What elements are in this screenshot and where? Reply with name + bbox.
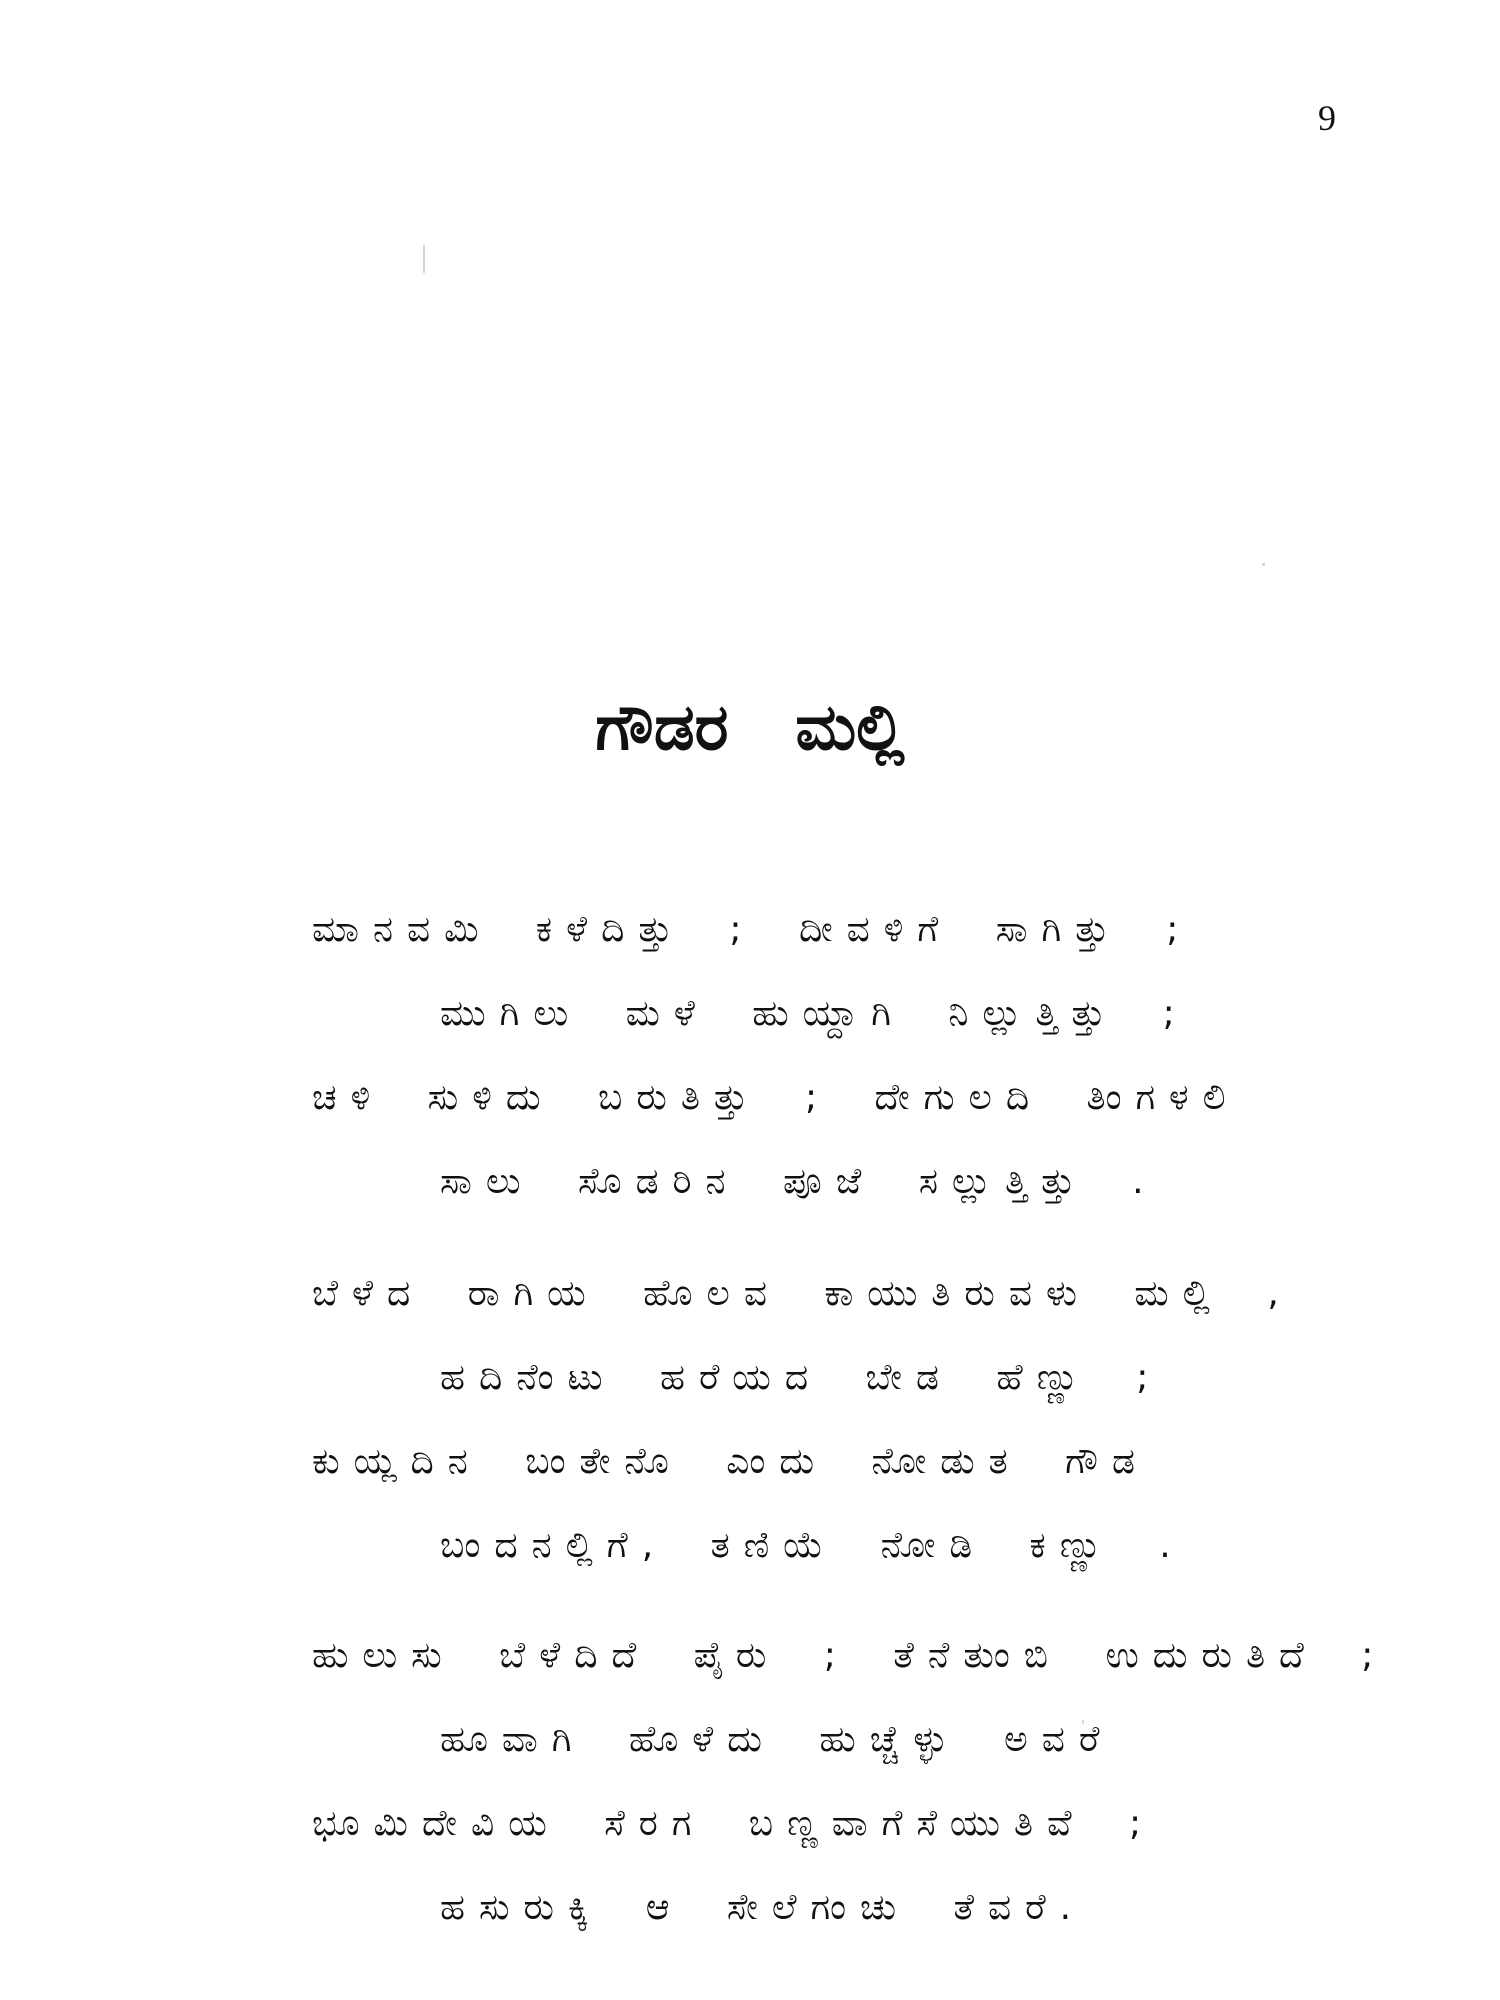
- poem-line: ಬೆಳೆದ ರಾಗಿಯ ಹೊಲವ ಕಾಯುತಿರುವಳು ಮಲ್ಲಿ ,: [312, 1273, 1293, 1314]
- poem-line: ಹೂವಾಗಿ ಹೊಳೆದು ಹುಚ್ಚೆಳ್ಳು ಅವರೆ: [440, 1719, 1114, 1760]
- stanza-1: [312, 888, 1412, 1224]
- scan-speck: [1262, 563, 1265, 566]
- poem-line: ಬಂದನಲ್ಲಿಗೆ, ತಣಿಯೆ ನೋಡಿ ಕಣ್ಣು .: [440, 1525, 1185, 1566]
- poem-line: ಚಳಿ ಸುಳಿದು ಬರುತಿತ್ತು ; ದೇಗುಲದಿ ತಿಂಗಳಲಿ: [312, 1077, 1240, 1118]
- poem-line: ಹುಲುಸು ಬೆಳೆದಿದೆ ಪೈರು ; ತೆನೆತುಂಬಿ ಉದುರುತಿದೆ ;: [312, 1635, 1388, 1676]
- stanza-2: [312, 1252, 1412, 1588]
- poem-line: ಭೂಮಿದೇವಿಯ ಸೆರಗ ಬಣ್ಣವಾಗೆಸೆಯುತಿವೆ ;: [312, 1803, 1156, 1844]
- poem-line: ಹದಿನೆಂಟು ಹರೆಯದ ಬೇಡ ಹೆಣ್ಣು ;: [440, 1357, 1163, 1398]
- poem-line: ಸಾಲು ಸೊಡರಿನ ಪೂಜೆ ಸಲ್ಲುತ್ತಿತ್ತು .: [440, 1161, 1158, 1202]
- poem-line: ಮಾನವಮಿ ಕಳೆದಿತ್ತು ; ದೀವಳಿಗೆ ಸಾಗಿತ್ತು ;: [312, 909, 1193, 950]
- scan-speck: [423, 245, 425, 273]
- poem-line: ಕುಯ್ಲದಿನ ಬಂತೇನೊ ಎಂದು ನೋಡುತ ಗೌಡ: [312, 1441, 1149, 1482]
- page-number: 9: [1318, 98, 1336, 138]
- poem-title: ಗೌಡರ ಮಲ್ಲಿ: [595, 691, 905, 765]
- poem-line: ಹಸುರುಕ್ಕಿ ಆ ಸೇಲೆಗಂಚು ತೆವರೆ.: [440, 1887, 1086, 1928]
- stanza-3: [312, 1614, 1412, 1950]
- poem-line: ಮುಗಿಲು ಮಳೆ ಹುಯ್ದಾಗಿ ನಿಲ್ಲುತ್ತಿತ್ತು ;: [440, 993, 1189, 1034]
